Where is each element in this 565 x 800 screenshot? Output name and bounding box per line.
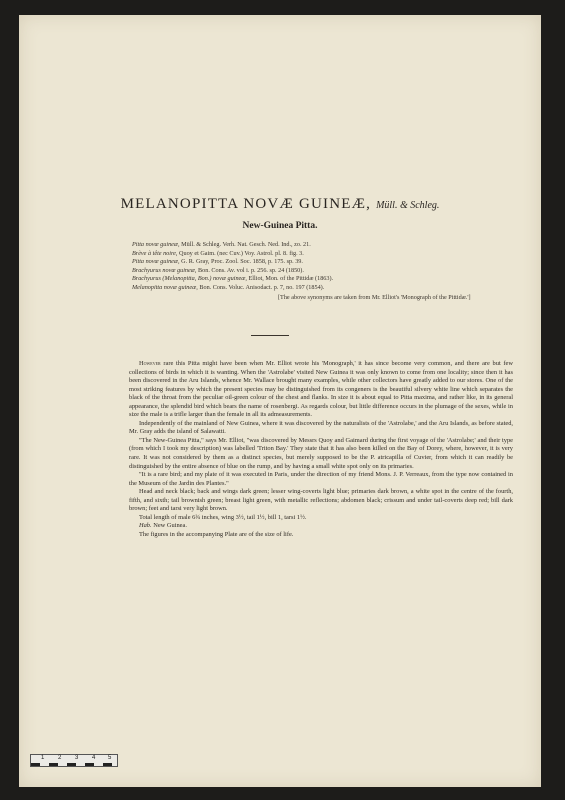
- synonym-entry: [132, 250, 512, 259]
- paragraph: Head and neck black; back and wings dark green; lesser wing-coverts light blue; primaries dark brown, a white spot in the centre of the fourth, fifth, and sixth; tail brownish green; breast light green, with metallic reflections; abdomen black; crissum and under tail-coverts deep red; bill dark brown; feet and tarsi very light brown.: [129, 488, 513, 513]
- synonym-ref: G. R. Gray, Proc. Zool. Soc. 1858, p. 175. sp. 39.: [181, 258, 303, 266]
- ruler-segment: [31, 763, 40, 766]
- plate-title: [19, 196, 541, 213]
- synonym-entry: [132, 275, 512, 284]
- synonym-note: [The above synonyms are taken from Mr. Elliot's 'Monograph of the Pittidæ.']: [278, 293, 471, 301]
- paragraph: The figures in the accompanying Plate are of the size of life.: [139, 530, 294, 538]
- paragraph: [129, 360, 513, 420]
- paragraph: "It is a rare bird; and my plate of it was executed in Paris, under the direction of my friend Mons. J. P. Verreaux, from the type now contained in the Museum of the Jardin des Plantes.": [129, 471, 513, 487]
- measurements: Total length of male 6¾ inches, wing 3½, tail 1½, bill 1, tarsi 1½.: [139, 513, 307, 521]
- synonym-name: Pitta novæ guineæ,: [132, 258, 180, 266]
- ruler-segment: [49, 763, 58, 766]
- synonym-entry: [132, 241, 512, 250]
- synonym-name: Melanopitta novæ guineæ,: [132, 283, 198, 291]
- document-page: [19, 15, 541, 787]
- common-name: New-Guinea Pitta.: [242, 221, 318, 231]
- ruler-mark: 2: [58, 755, 62, 761]
- synonym-ref: Quoy et Gaim. (nec Cuv.) Voy. Astrol. pl. 8. fig. 3.: [179, 249, 304, 257]
- ruler-segment: [103, 763, 112, 766]
- body-text: [129, 360, 513, 539]
- habitat-label: Hab.: [139, 522, 152, 530]
- habitat: [129, 522, 513, 531]
- species-name: MELANOPITTA NOVÆ GUINEÆ,: [120, 196, 372, 212]
- scale-ruler: [30, 754, 118, 767]
- ruler-mark: 3: [75, 755, 79, 761]
- ruler-segment: [67, 763, 76, 766]
- section-divider: [251, 335, 289, 336]
- synonym-ref: Bon. Cons. Av. vol i. p. 256. sp. 24 (1850).: [198, 266, 304, 274]
- synonym-entry: [132, 284, 512, 293]
- synonym-entry: [132, 258, 512, 267]
- synonymy-list: [132, 241, 512, 302]
- synonym-entry: [132, 267, 512, 276]
- synonym-ref: Bon. Cons. Voluc. Anisodact. p. 7, no. 197 (1854).: [199, 283, 325, 291]
- paragraph: Independently of the mainland of New Guinea, where it was discovered by the naturalists of the 'Astrolabe,' and the Aru Islands, as before stated, Mr. Gray adds the island of Salawatti.: [129, 419, 513, 436]
- species-authority: Müll. & Schleg.: [376, 200, 440, 211]
- synonym-name: Brachyurus (Melanopitta, Bon.) novæ guineæ,: [132, 275, 247, 283]
- synonym-ref: Elliot, Mon. of the Pittidæ (1863).: [248, 275, 334, 283]
- ruler-segment: [85, 763, 94, 766]
- paragraph-text: rare this Pitta might have been when Mr. Elliot wrote his 'Monograph,' it has since become very common, and there are but few collections of birds in which it is wanting. When the 'Astrolabe' visited New Guinea it was only known to come from one locality; since then it has been discovered in the Aru Islands, whence Mr. Wallace brought many examples, while other collectors have greatly added to our stores. One of the most striking features by which the present species may be distinguished from its congeners is the beautiful silvery white line which separates the black of the throat from the peculiar oil-green colour of the chest and flanks. In size it is about equal to Pitta maxima, and rather like, in its general appearance, the splendid bird which bears the name of rosenbergi. As regards colour, but little difference occurs in the plumage of the sexes, while in size the male is a trifle larger than the female in all its admeasurements.: [129, 360, 513, 419]
- ruler-mark: 5: [108, 755, 112, 761]
- habitat-value: New Guinea.: [153, 522, 187, 530]
- ruler-mark: 1: [41, 755, 45, 761]
- synonym-ref: Müll. & Schleg. Verh. Nat. Gesch. Ned. Ind., zo. 21.: [181, 241, 311, 248]
- synonym-name: Brève à tête noire,: [132, 249, 178, 257]
- lead-word: However: [139, 360, 161, 367]
- synonym-name: Pitta novæ guineæ,: [132, 241, 180, 248]
- synonym-name: Brachyurus novæ guineæ,: [132, 266, 197, 274]
- ruler-mark: 4: [92, 755, 96, 761]
- paragraph: "The New-Guinea Pitta," says Mr. Elliot, "was discovered by Messrs Quoy and Gaimard during the first voyage of the 'Astrolabe;' and their type (from which I took my description) was labelled 'Triton Bay.' They state that it has also been killed on the Bay of Dorey, where, however, it is very rare. It was not considered by them as a distinct species, but merely supposed to be the P. atricapilla of Cuvier, from which it can readily be distinguished by the entire absence of blue on the rump, and by having a small white spot only on its primaries.: [129, 436, 513, 470]
